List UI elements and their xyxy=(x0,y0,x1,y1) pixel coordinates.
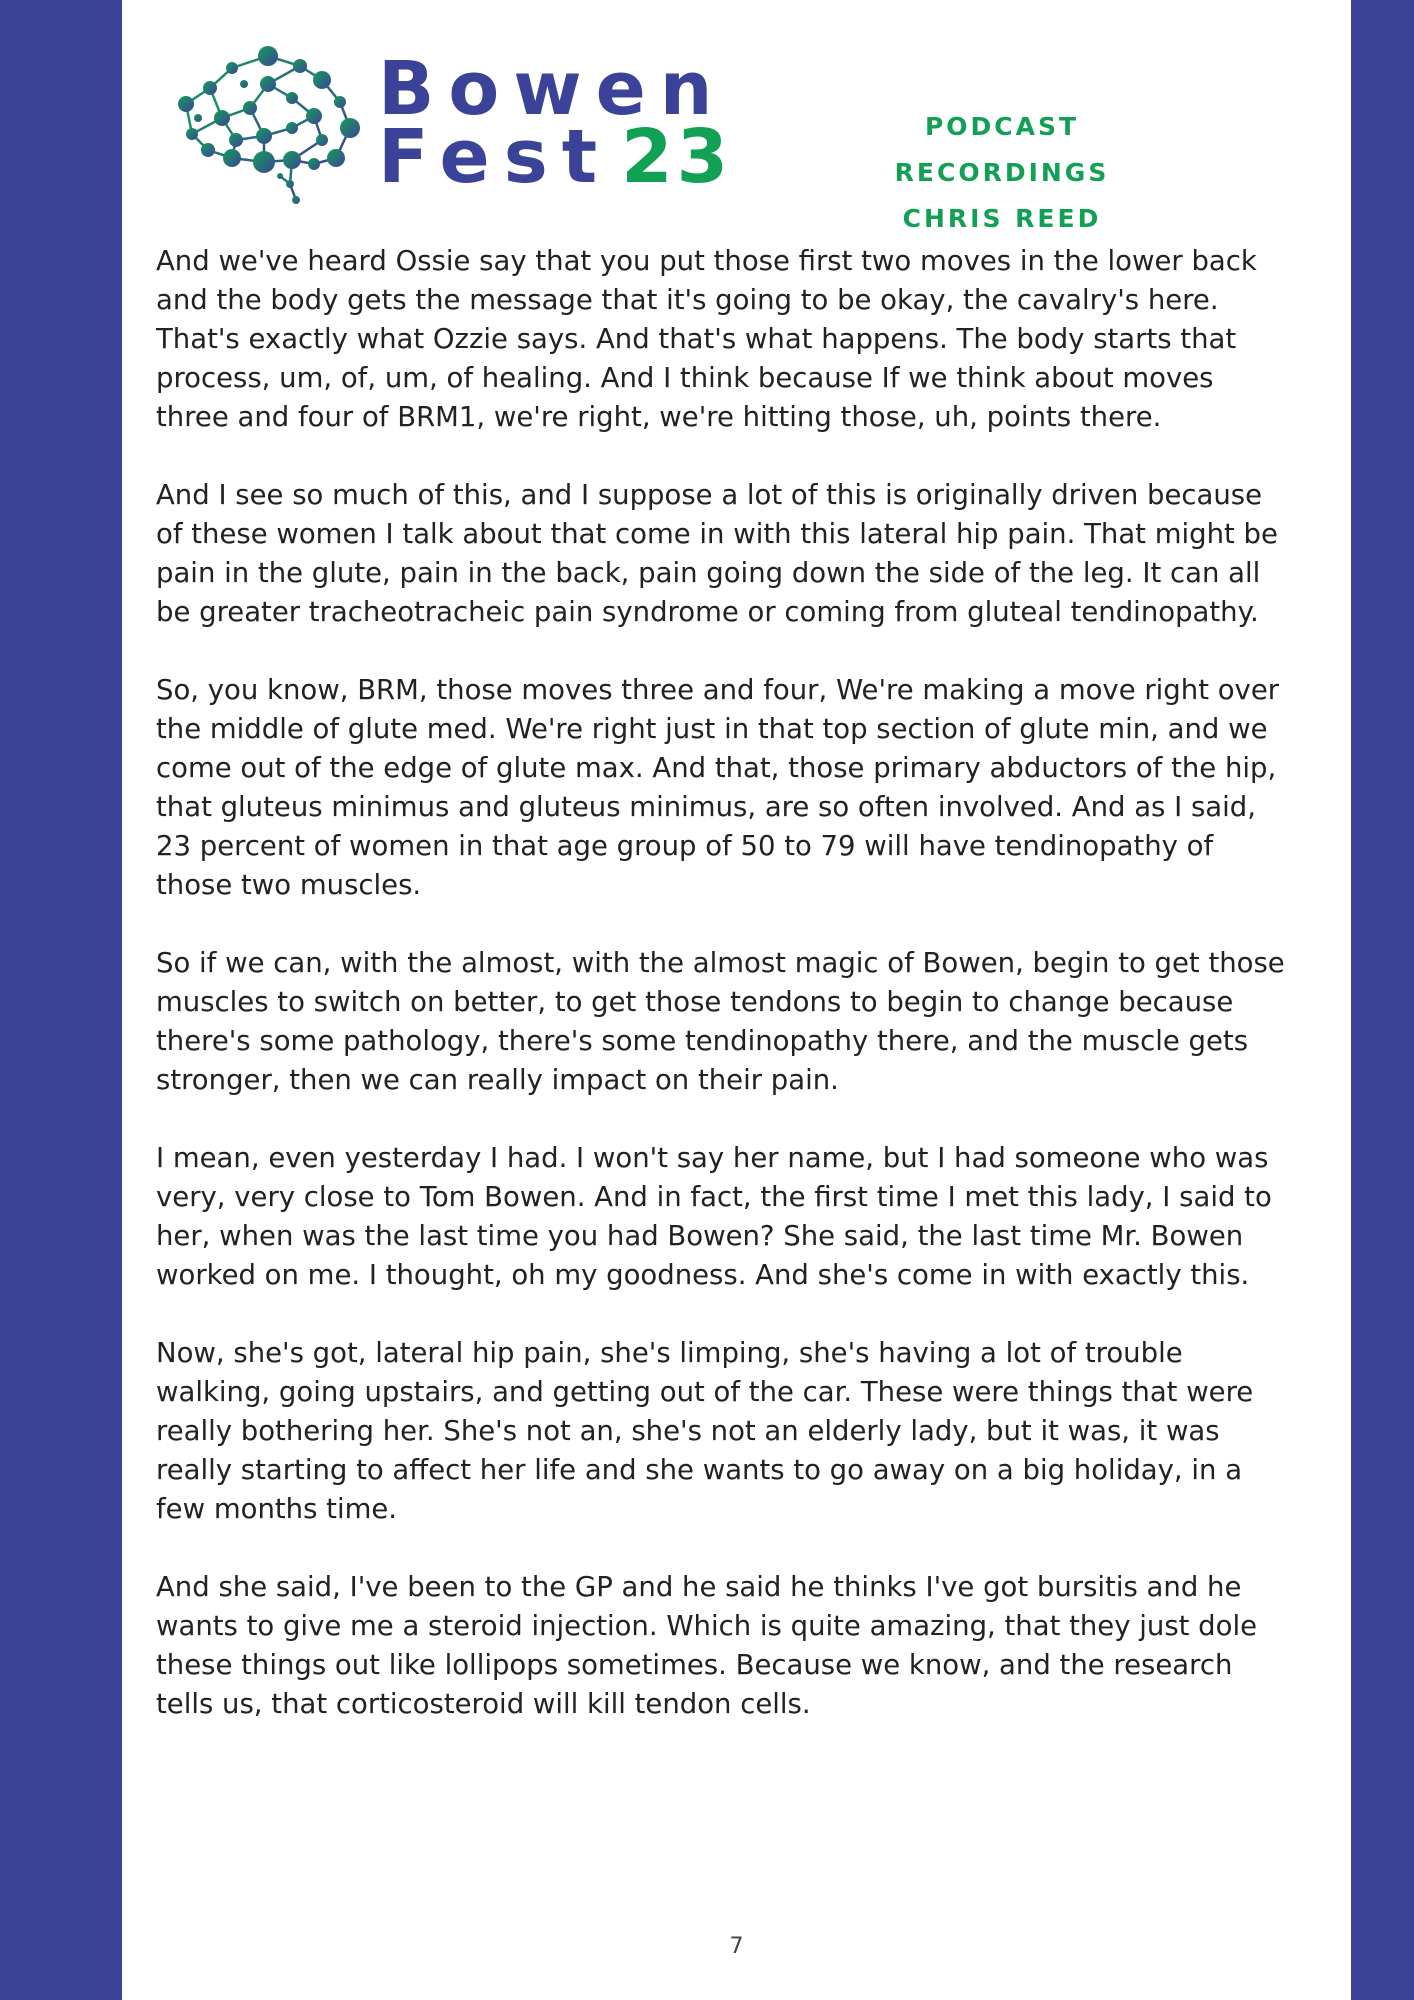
paragraph: I mean, even yesterday I had. I won't say her name, but I had someone who was very, very close to Tom Bowen. And in fact, the first time I met this lady, I said to her, when was the last time you had Bowen? She said, the last time Mr. Bowen worked on me. I thought, oh my goodness. And she's come in with exactly this. xyxy=(156,1142,1272,1291)
header-caption-speaker: CHRIS REED xyxy=(902,204,1102,233)
page-number: 7 xyxy=(729,1934,744,1959)
paragraph: So, you know, BRM, those moves three and four, We're making a move right over the middle of glute med. We're right just in that top section of glute min, and we come out of the edge of glute max. And that, those primary abductors of the hip, that gluteus minimus and gluteus minimus, are so often involved. And as I said, 23 percent of women in that age group of 50 to 79 will have tendinopathy of those two muscles. xyxy=(156,674,1280,901)
page-header xyxy=(172,44,1302,233)
header-caption xyxy=(812,104,1192,242)
brain-network-icon xyxy=(172,44,372,209)
paragraph: Now, she's got, lateral hip pain, she's limping, she's having a lot of trouble walking, going upstairs, and getting out of the car. These were things that were really bothering her. She's not an, she's not an elderly lady, but it was, it was really starting to affect her life and she wants to go away on a big holiday, in a few months time. xyxy=(156,1337,1254,1525)
transcript-body xyxy=(156,242,1286,1763)
logo-word-bowen: Bowen xyxy=(378,46,727,132)
header-caption-title: PODCAST RECORDINGS xyxy=(894,112,1110,187)
paragraph: And we've heard Ossie say that you put those first two moves in the lower back and the body gets the message that it's going to be okay, the cavalry's here. That's exactly what Ozzie says. And that's what happens. The body starts that process, um, of, um, of healing. And I think because If we think about moves three and four of BRM1, we're right, we're hitting those, uh, points there. xyxy=(156,245,1257,433)
logo-word-fest-text: Fest xyxy=(378,114,612,200)
paragraph: So if we can, with the almost, with the almost magic of Bowen, begin to get those muscles to switch on better, to get those tendons to begin to change because there's some pathology, there's some tendinopathy there, and the muscle gets stronger, then we can really impact on their pain. xyxy=(156,947,1285,1096)
logo-year: 23 xyxy=(621,114,733,200)
paragraph: And I see so much of this, and I suppose a lot of this is originally driven because of these women I talk about that come in with this lateral hip pain. That might be pain in the glute, pain in the back, pain going down the side of the leg. It can all be greater tracheotracheic pain syndrome or coming from gluteal tendinopathy. xyxy=(156,479,1278,628)
bowenfest-logo xyxy=(172,44,772,214)
paragraph: And she said, I've been to the GP and he said he thinks I've got bursitis and he wants to give me a steroid injection. Which is quite amazing, that they just dole these things out like lollipops sometimes. Because we know, and the research tells us, that corticosteroid will kill tendon cells. xyxy=(156,1571,1258,1720)
logo-word-fest xyxy=(378,114,733,200)
document-page xyxy=(122,0,1351,2000)
